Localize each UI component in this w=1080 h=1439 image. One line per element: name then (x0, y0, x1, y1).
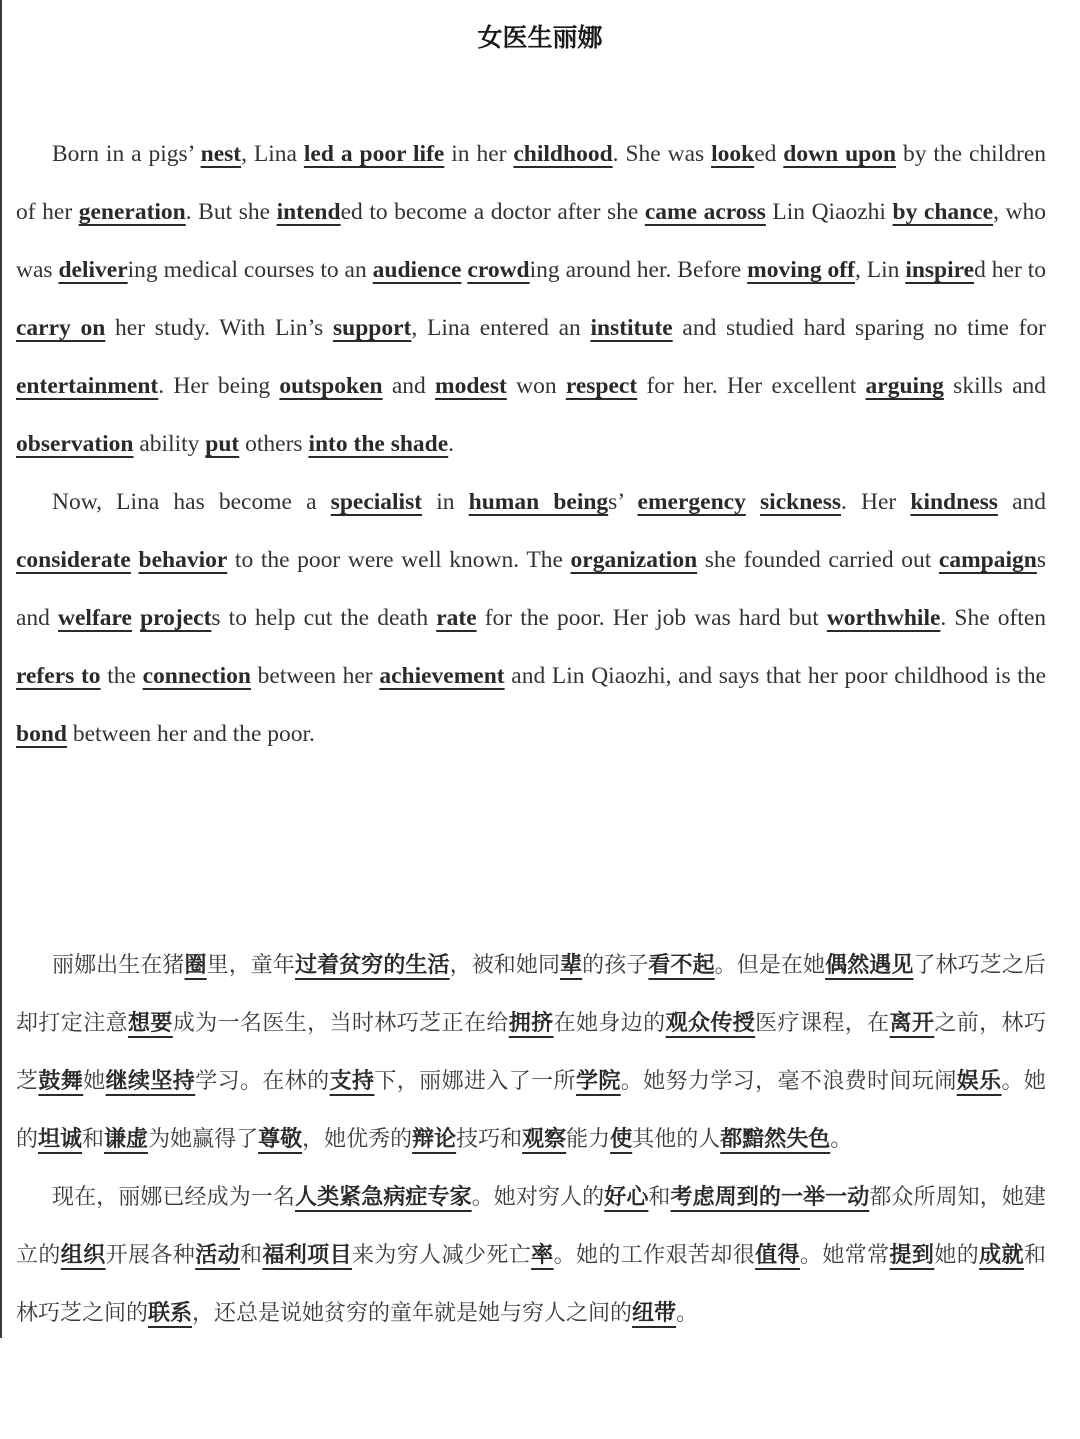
text-run: 开展各种 (105, 1243, 196, 1268)
vocab-term: 考虑周到的一举一动 (670, 1185, 870, 1210)
vocab-term: 组织 (60, 1243, 106, 1268)
vocab-term: 率 (531, 1243, 554, 1268)
text-run: 医疗课程，在 (755, 1011, 890, 1036)
vocab-term: 纽带 (632, 1301, 677, 1326)
text-run: , Lin (854, 257, 906, 283)
text-run: Born in a pigs’ (52, 141, 201, 167)
text-run: , who was (16, 199, 1046, 283)
vocab-term: observation (16, 431, 134, 457)
vocab-term: bond (16, 721, 67, 747)
text-run: 其他的人 (632, 1127, 721, 1152)
text-run: 丽娜出生在猪 (52, 953, 185, 978)
vocab-term: generation (78, 199, 186, 225)
vocab-term: connection (142, 663, 251, 689)
text-run: and (382, 373, 436, 399)
vocab-term: audience (372, 257, 462, 283)
text-run: 。但是在她 (714, 953, 826, 978)
text-run: ing medical courses to an (127, 257, 373, 283)
vocab-term: 活动 (195, 1243, 240, 1268)
text-run: ed to become a doctor after she (340, 199, 645, 225)
text-run: ，还总是说她贫穷的童年就是她与穷人之间的 (192, 1301, 633, 1326)
vocab-term: institute (590, 315, 673, 341)
vocab-term: achievement (379, 663, 505, 689)
vocab-term: by chance (892, 199, 994, 225)
text-run: 能力 (566, 1127, 611, 1152)
vocab-term: look (711, 141, 755, 167)
text-run: others (239, 431, 309, 457)
text-run: Lin Qiaozhi (765, 199, 893, 225)
text-run: . She was (612, 141, 712, 167)
vocab-term: 圈 (184, 953, 207, 978)
english-passage (16, 125, 1046, 763)
text-run: 。她对穷人的 (471, 1185, 605, 1210)
text-run: 为她赢得了 (148, 1127, 259, 1152)
text-run: 和 (648, 1185, 671, 1210)
vocab-term: came across (644, 199, 766, 225)
vocab-term: nest (200, 141, 242, 167)
text-run: ability (133, 431, 206, 457)
vocab-term: led a poor life (303, 141, 445, 167)
text-run: 。她努力学习，毫不浪费时间玩闹 (620, 1069, 957, 1094)
text-run: 了林巧芝之后却打定注意 (16, 953, 1046, 1036)
vocab-term: deliver (58, 257, 128, 283)
vocab-term: outspoken (279, 373, 383, 399)
text-run: skills and (943, 373, 1046, 399)
text-run: in (422, 489, 469, 515)
vocab-term: 联系 (148, 1301, 193, 1326)
text-run: she founded carried out (697, 547, 939, 573)
text-run: ，她优秀的 (302, 1127, 413, 1152)
vocab-term: 观众传授 (665, 1011, 756, 1036)
vocab-term: 成就 (979, 1243, 1024, 1268)
text-run (132, 605, 140, 631)
vocab-term: carry on (16, 315, 106, 341)
text-run: 和 (239, 1243, 263, 1268)
text-run: s’ (608, 489, 638, 515)
page-left-border (0, 0, 2, 1338)
text-run: ing around her. Before (529, 257, 748, 283)
text-run: 技巧和 (456, 1127, 523, 1152)
text-run: 的孩子 (582, 953, 649, 978)
text-run (131, 547, 139, 573)
vocab-term: support (333, 315, 412, 341)
vocab-term: kindness (910, 489, 998, 515)
text-run: 里，童年 (206, 953, 295, 978)
text-run: between her (250, 663, 380, 689)
text-run: , Lina (241, 141, 304, 167)
text-run: to the poor were well known. The (227, 547, 571, 573)
vocab-term: organization (570, 547, 698, 573)
text-run: 成为一名医生，当时林巧芝正在给 (172, 1011, 509, 1036)
text-run: . Her being (158, 373, 280, 399)
vocab-term: 继续坚持 (105, 1069, 196, 1094)
vocab-term: 学院 (575, 1069, 621, 1094)
vocab-term: 观察 (522, 1127, 567, 1152)
text-run: 。 (676, 1301, 699, 1326)
text-run: and (997, 489, 1046, 515)
text-run: for her. Her excellent (637, 373, 866, 399)
vocab-term: refers to (16, 663, 101, 689)
text-run: s and (16, 547, 1047, 631)
vocab-term: respect (565, 373, 638, 399)
text-run: 和林巧芝之间的 (16, 1243, 1046, 1326)
text-run: 学习。在林的 (195, 1069, 330, 1094)
text-run: Now, Lina has become a (52, 489, 331, 515)
vocab-term: 过着贫穷的生活 (294, 953, 450, 978)
text-run: . Her (840, 489, 911, 515)
vocab-term: arguing (865, 373, 944, 399)
vocab-term: put (205, 431, 240, 457)
vocab-term: worthwhile (826, 605, 941, 631)
vocab-term: moving off (747, 257, 855, 283)
text-run: d her to (974, 257, 1046, 283)
vocab-term: 离开 (889, 1011, 935, 1036)
vocab-term: 看不起 (648, 953, 715, 978)
text-run: ，被和她同 (449, 953, 561, 978)
text-run: 。她的工作艰苦却很 (553, 1243, 756, 1268)
vocab-term: 使 (610, 1127, 633, 1152)
text-run: 来为穷人减少死亡 (351, 1243, 532, 1268)
vocab-term: 提到 (889, 1243, 935, 1268)
vocab-term: intend (276, 199, 341, 225)
vocab-term: rate (436, 605, 477, 631)
vocab-term: 坦诚 (38, 1127, 83, 1152)
vocab-term: 谦虚 (104, 1127, 149, 1152)
chinese-passage (16, 937, 1046, 1343)
text-run: ed (754, 141, 784, 167)
vocab-term: 偶然遇见 (825, 953, 914, 978)
text-run: 。 (830, 1127, 853, 1152)
text-run: her study. With Lin’s (105, 315, 334, 341)
vocab-term: emergency (637, 489, 746, 515)
vocab-term: 都黯然失色 (720, 1127, 831, 1152)
vocab-term: into the shade (308, 431, 449, 457)
text-run: 都众所周知，她建立的 (16, 1185, 1046, 1268)
text-run: 之前，林巧芝 (16, 1011, 1046, 1094)
english-paragraph-2 (16, 473, 1046, 763)
text-run: won (506, 373, 566, 399)
vocab-term: 想要 (128, 1011, 173, 1036)
text-run: . She often (940, 605, 1047, 631)
vocab-term: behavior (138, 547, 228, 573)
text-run: 下，丽娜进入了一所 (374, 1069, 576, 1094)
text-run: and studied hard sparing no time for (672, 315, 1046, 341)
vocab-term: 福利项目 (262, 1243, 352, 1268)
vocab-term: sickness (760, 489, 841, 515)
vocab-term: childhood (513, 141, 613, 167)
vocab-term: 支持 (329, 1069, 375, 1094)
text-run: , Lina entered an (411, 315, 591, 341)
text-run: . (448, 431, 455, 457)
text-run: 现在，丽娜已经成为一名 (52, 1185, 295, 1210)
text-run: 。她常常 (799, 1243, 890, 1268)
vocab-term: 鼓舞 (38, 1069, 84, 1094)
vocab-term: modest (435, 373, 507, 399)
page-title: 女医生丽娜 (477, 23, 603, 52)
text-run: 在她身边的 (553, 1011, 666, 1036)
vocab-term: 拥挤 (508, 1011, 554, 1036)
vocab-term: down upon (783, 141, 897, 167)
text-run: in her (444, 141, 514, 167)
vocab-term: project (140, 605, 212, 631)
vocab-term: entertainment (16, 373, 159, 399)
vocab-term: 人类紧急病症专家 (294, 1185, 472, 1210)
text-run: 。她的 (16, 1069, 1046, 1152)
vocab-term: 好心 (604, 1185, 649, 1210)
chinese-paragraph-1 (16, 937, 1046, 1169)
vocab-term: crowd (467, 257, 530, 283)
chinese-paragraph-2 (16, 1169, 1046, 1343)
vocab-term: campaign (938, 547, 1037, 573)
vocab-term: 辈 (560, 953, 583, 978)
text-run: for the poor. Her job was hard but (476, 605, 827, 631)
vocab-term: inspire (905, 257, 975, 283)
text-run: 她 (83, 1069, 106, 1094)
vocab-term: considerate (16, 547, 131, 573)
text-run: by the children of her (16, 141, 1047, 225)
text-run: s to help cut the death (211, 605, 437, 631)
text-run: 她的 (934, 1243, 980, 1268)
vocab-term: 辩论 (412, 1127, 457, 1152)
text-run (746, 489, 760, 515)
text-run: between her and the poor. (66, 721, 315, 747)
text-run: the (100, 663, 143, 689)
vocab-term: 娱乐 (956, 1069, 1002, 1094)
vocab-term: 值得 (755, 1243, 800, 1268)
english-paragraph-1 (16, 125, 1046, 473)
vocab-term: specialist (330, 489, 423, 515)
text-run: and Lin Qiaozhi, and says that her poor childhood is the (504, 663, 1046, 689)
vocab-term: 尊敬 (258, 1127, 303, 1152)
text-run: . But she (185, 199, 277, 225)
vocab-term: welfare (58, 605, 132, 631)
text-run: 和 (82, 1127, 105, 1152)
vocab-term: human being (468, 489, 609, 515)
